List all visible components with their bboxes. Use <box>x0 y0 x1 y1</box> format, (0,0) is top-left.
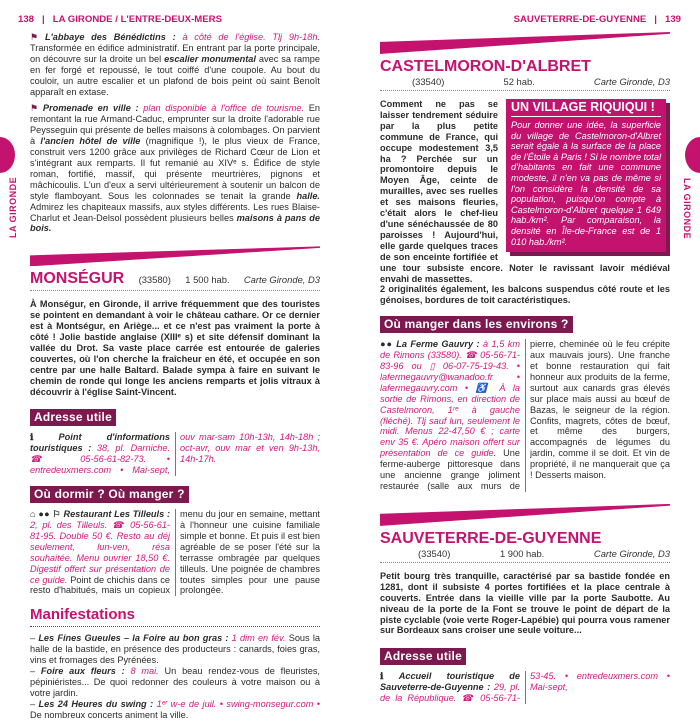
text-run: Sous la halle de la bastide, en présence des producteurs : canards, foies gras, vins et fromages des Pyrénées. <box>30 633 320 666</box>
text-run: Transformée en édifice administratif. En entrant par la porte principale, on découvre sur la droite un bel <box>30 42 320 64</box>
text-run: ⌂ ●● ⚐ <box>30 509 64 520</box>
text-run: Accueil touristique de Sauveterre-de-Guyenne : <box>380 671 520 693</box>
section-label-sleep-eat: Où dormir ? Où manger ? <box>30 486 189 503</box>
section-label-address: Adresse utile <box>30 409 116 426</box>
side-tab-marker <box>0 137 15 173</box>
map-ref: Carte Gironde, D3 <box>593 76 670 87</box>
text-run: 29, pl. de la République. ☎ 05-56-71-53-45. • entredeuxmers.com • Mai-sept, <box>380 671 670 704</box>
text-run: Une ferme-auberge pittoresque dans une ancienne grange joliment restaurée (salle aux murs de pierre, cheminée où le feu crépite aux mauvais jours). Une franche et bonne restauration qui fait honneur aux produits de la ferme, surtout aux canards gras élevés sur place mais aussi au bœuf de Bazas, le seigneur de la région. Confits, magrets, côtes de bœuf, et même des burgers, accompagnés de légumes du jardin, comme il se doit. Et vin de propriété, il ne manquerait que ça ! Desserts maison. <box>380 339 670 491</box>
text-run: Un beau rendez-vous de fleuristes, pépiniéristes... De quoi redonner des couleurs à votre maison ou à votre jardin. <box>30 666 320 698</box>
text-run: L'abbaye des Bénédictins : <box>44 32 183 42</box>
text-run: De nombreux concerts animent la ville. <box>30 709 189 720</box>
section-banner <box>380 504 670 526</box>
text-run: – <box>30 633 39 644</box>
town-title: CASTELMORON-D'ALBRET <box>380 58 591 75</box>
text-run: Promenade en ville : <box>42 103 144 114</box>
side-tab-label: LA GIRONDE <box>682 178 692 240</box>
text-run: Admirez les chapiteaux massifs, aux styles différents. Les rues Blaise-Charlut et Jean-Delsol possèdent plusieurs belles <box>30 201 320 223</box>
town-intro: À Monségur, en Gironde, il arrive fréquemment que des touristes se pointent en demandant à voir le château cathare. Or ce dernier est à Montségur, en Ariège... et ce n'est pas vraiment la porte à côté ! Jolie bastide anglaise (XIIIᵉ s) et site défensif dominant la vallée du Drot. Sa vaste place carrée est entourée de galeries couvertes, où l'on cherche la fraîcheur en été, et occupée en son centre par une halle Baltard. Balade sympa à faire en suivant le chemin de ronde qui longe les anciens remparts et jolis vitraux à découvrir à l'église Saint-Vincent. <box>30 299 320 397</box>
text-run: – <box>30 666 41 677</box>
right-page <box>380 0 681 704</box>
population: 52 hab. <box>503 76 535 87</box>
sight-promenade <box>30 103 320 234</box>
text-run: plan disponible à l'office de tourisme. <box>143 103 305 114</box>
sight-abbaye <box>30 32 320 97</box>
text-run: maisons à pans de bois. <box>30 212 320 234</box>
sight-icon: ⚑ <box>30 32 45 42</box>
events-list <box>30 633 320 720</box>
text-run: l'ancien hôtel de ville <box>40 136 141 147</box>
side-tab-marker <box>685 137 700 173</box>
address-entry <box>380 671 670 704</box>
section-label-eat: Où manger dans les environs ? <box>380 316 573 333</box>
restaurant-entry <box>30 509 320 596</box>
text-run: ●● <box>380 339 397 350</box>
page-number: 139 <box>664 14 681 25</box>
town-title: MONSÉGUR <box>30 270 125 288</box>
text-run: Les 24 Heures du swing : <box>38 698 157 709</box>
text-run: – <box>30 698 39 709</box>
postcode: (33540) <box>412 76 445 87</box>
population: 1 900 hab. <box>499 547 545 559</box>
text-run: (magnifique !), le plus vieux de France, construit vers 1200 grâce aux privilèges de Richard Cœur de Lion et s'intégrant aux remparts. Il fut remanié au XIVᵉ s. Édifice de style roman, fortifié, massif, qui présente meurtrières, pignons et mâchicoulis. L'un d'eux a servi ultérieurement à soutenir un balcon de style flamboyant. Sous les colonnades se tenait la grande <box>30 136 321 201</box>
text-run: ℹ <box>380 671 399 682</box>
box-text: Pour donner une idée, la superficie du village de Castelmoron-d'Albret serait égale à la surface de la place de l'Étoile à Paris ! Si le nombre total d'habitants en fait une commune modeste, il n'en va pas de même si l'on considère la densité de sa population, puisqu'on compte à Castelmoron-d'Albret quelque 1 649 hab./km². Par comparaison, la densité en Île-de-France est de 1 010 hab./km². <box>511 120 661 247</box>
events-title: Manifestations <box>30 606 320 627</box>
text-run: avec sa rampe en fer forgé et repoussé, le tout coiffé d'une coupole. Au bout du couloir, un autre escalier et un plafond de bois peint où saint Benoît apparaît en extase. <box>30 53 320 97</box>
side-tab-label: LA GIRONDE <box>8 176 18 238</box>
text-run: Foire aux fleurs : <box>40 666 131 677</box>
text-run: ℹ <box>30 432 59 443</box>
text-run: La Ferme Gauvry : <box>396 339 484 350</box>
restaurant-entry <box>380 339 670 492</box>
text-run: à 1,5 km de Rimons (33580). ☎ 05-56-71-83-96 ou ▯ 06-07-75-19-43. • lafermegauvry@wanadoo.fr • lafermegauvry.com • ♿ À la sortie de Rimons, en direction de Castelmoron, 1ʳᵉ à gauche (fléché). Tlj sauf lun, seulement le midi. Menus 22-47,50 € ; carte env 35 €. Apéro maison offert sur présentation de ce guide. <box>380 339 520 459</box>
town-meta <box>380 548 670 563</box>
castelmoron-body <box>380 99 670 306</box>
town-intro: Comment ne pas se laisser tendrement séduire par la plus petite commune de France, qui occupe modestement 3,5 ha ? Perchée sur un promontoire depuis le Moyen Âge, ceinte de murailles, avec ses ruelles et ses maisons fleuries, c'était alors le chef-lieu d'une sénéchaussée de 80 paroisses ! Aujourd'hui, elle garde quelques traces de son enceinte fortifiée et une tour subsiste encore. Noter le ravissant lavoir médiéval envahi de massettes. <box>380 99 670 284</box>
sidebar-box <box>506 99 666 252</box>
section-banner <box>380 32 670 54</box>
text-run: halle. <box>296 190 320 201</box>
map-ref: Carte Gironde, D3 <box>243 274 320 286</box>
text-run: escalier monumental <box>164 53 256 64</box>
section-banner <box>30 246 320 266</box>
population: 1 500 hab. <box>185 274 230 286</box>
text-run: 8 mai. <box>130 666 159 677</box>
town-intro: Petit bourg très tranquille, caractérisé par sa bastide fondée en 1281, dont il subsiste 4 portes fortifiées et la place centrale à couverts. Entrée dans la vieille ville par la porte Saubotte. Au niveau de la porte de la Font se trouve le point de départ de la piste cyclable (voie verte Roger-Lapébie) qui pourra vous ramener sur Bordeaux sans croiser une seule voiture... <box>380 570 670 636</box>
text-run: Restaurant Les Tilleuls : <box>63 509 170 520</box>
event-item <box>30 699 320 721</box>
text-run: Point d'informations touristiques : <box>30 432 170 454</box>
running-header-left: 138 | LA GIRONDE / L'ENTRE-DEUX-MERS <box>18 14 222 25</box>
sight-icon: ⚑ <box>30 103 43 114</box>
text-run: 38, pl. Darniche. ☎ 05-56-61-82-73. • entredeuxmers.com • Mai-sept, ouv mar-sam 10h-13h, 14h-18h ; oct-avr, ouv mar et ven 9h-13h, 14h-17h. <box>30 432 320 476</box>
text-run: En remontant la rue Armand-Caduc, emprunter sur la droite l'adorable rue Peysseguin qui présente de belles maisons à colombages. On parvient à <box>30 103 320 147</box>
event-item <box>30 666 320 699</box>
text-run: Les Fines Gueules – la Foire au bon gras : <box>38 633 232 644</box>
text-run: 1ᵉʳ w-e de juil. • swing-monsegur.com • <box>156 698 320 709</box>
town-intro-continued: 2 originalités également, les balcons suspendus côté route et les génoises, bordures de toit caractéristiques. <box>380 284 670 306</box>
text-run: 2, pl. des Tilleuls. ☎ 05-56-61-81-95. Double 50 €. Resto au déj seulement, lun-ven, résa souhaitée. Menu ouvrier 18,50 €. Digestif offert sur présentation de ce guide. <box>30 520 170 585</box>
section-label-address: Adresse utile <box>380 648 466 665</box>
left-page <box>18 0 321 721</box>
town-title: SAUVETERRE-DE-GUYENNE <box>380 529 602 547</box>
address-entry <box>30 432 320 476</box>
postcode: (33580) <box>138 274 171 286</box>
map-ref: Carte Gironde, D3 <box>593 547 670 559</box>
page-number: 138 <box>18 14 35 25</box>
text-run: à côté de l'église. Tlj 9h-18h. <box>182 32 321 42</box>
town-meta <box>30 270 320 291</box>
running-head: SAUVETERRE-DE-GUYENNE <box>513 14 647 25</box>
event-item <box>30 633 320 666</box>
postcode: (33540) <box>418 547 451 559</box>
running-header-right: SAUVETERRE-DE-GUYENNE | 139 <box>513 14 681 25</box>
text-run: 1 dim en fév. <box>231 633 286 644</box>
town-meta <box>380 76 670 91</box>
text-run: Point de chichis dans ce resto d'habitués, mais un copieux menu du jour en semaine, mettant à l'honneur une cuisine familiale simple et bonne. Et puis il est bien agréable de se poser l'été sur la terrasse ombragée par quelques tilleuls. Une poignée de chambres toutes simples pour une pause prolongée. <box>30 509 320 596</box>
running-head: LA GIRONDE / L'ENTRE-DEUX-MERS <box>52 14 222 25</box>
box-title: UN VILLAGE RIQUIQUI ! <box>511 99 661 117</box>
